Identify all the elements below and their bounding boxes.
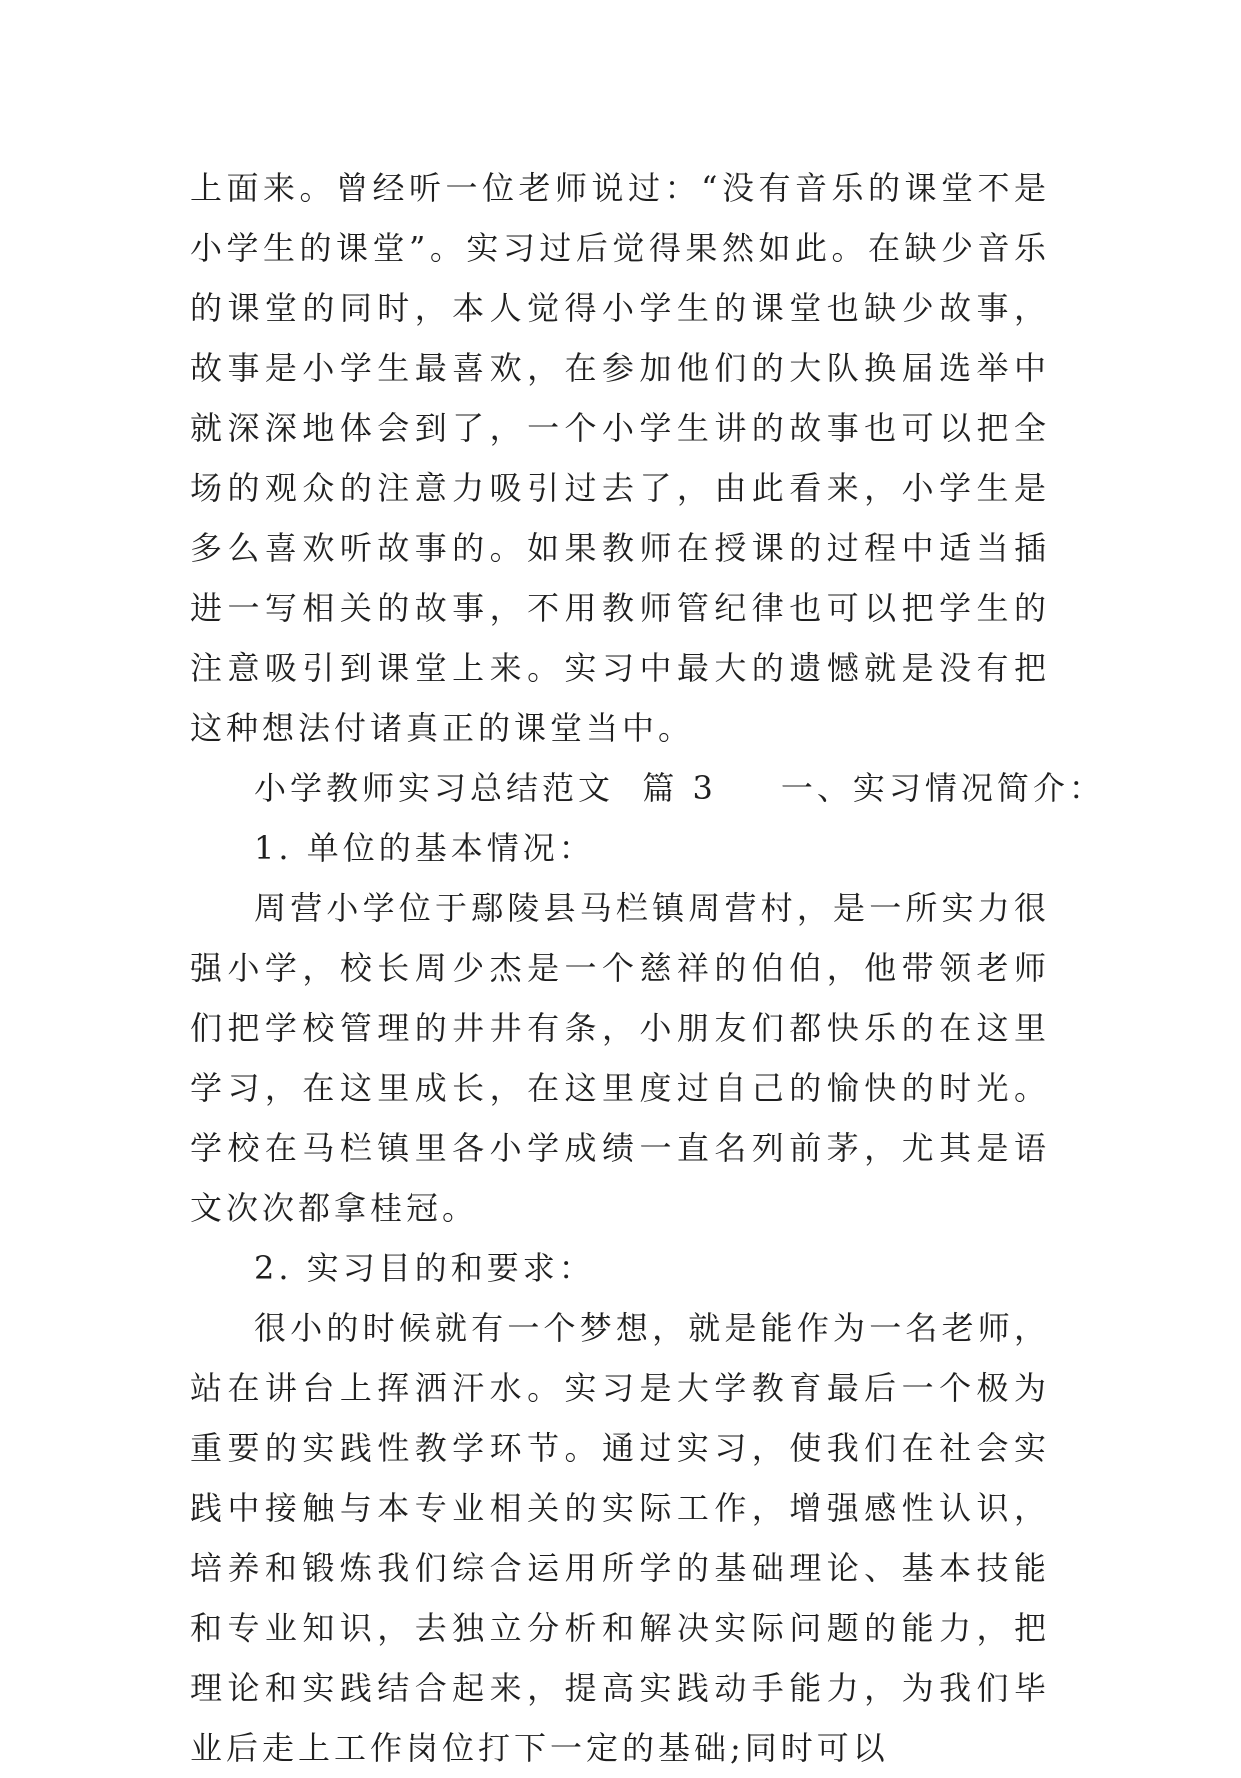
paragraph-unit-info: 周营小学位于鄢陵县马栏镇周营村，是一所实力很强小学，校长周少杰是一个慈祥的伯伯，他带领老师们把学校管理的井井有条，小朋友们都快乐的在这里学习，在这里成长，在这里度过自己的愉快的时光。学校在马栏镇里各小学成绩一直名列前茅，尤其是语文次次都拿桂冠。 (190, 889, 1050, 1227)
paragraph-continuation: 上面来。曾经听一位老师说过：“没有音乐的课堂不是小学生的课堂”。实习过后觉得果然如此。在缺少音乐的课堂的同时，本人觉得小学生的课堂也缺少故事，故事是小学生最喜欢，在参加他们的大队换届选举中就深深地体会到了，一个小学生讲的故事也可以把全场的观众的注意力吸引过去了，由此看来，小学生是多么喜欢听故事的。如果教师在授课的过程中适当插进一写相关的故事，不用教师管纪律也可以把学生的注意吸引到课堂上来。实习中最大的遗憾就是没有把这种想法付诸真正的课堂当中。 (190, 169, 1050, 747)
subheading-goals: 2. 实习目的和要求： (254, 1249, 595, 1287)
paragraph-goals: 很小的时候就有一个梦想，就是能作为一名老师，站在讲台上挥洒汗水。实习是大学教育最后一个极为重要的实践性教学环节。通过实习，使我们在社会实践中接触与本专业相关的实际工作，增强感性认识，培养和锻炼我们综合运用所学的基础理论、基本技能和专业知识，去独立分析和解决实际问题的能力，把理论和实践结合起来，提高实践动手能力，为我们毕业后走上工作岗位打下一定的基础;同时可以 (190, 1309, 1050, 1767)
subheading-unit-info: 1. 单位的基本情况： (254, 829, 595, 867)
section-subtitle: 一、实习情况简介： (780, 769, 1105, 807)
document-body (190, 158, 1105, 1778)
section-title: 小学教师实习总结范文 篇 3 (254, 769, 717, 807)
section-heading (190, 758, 1105, 818)
